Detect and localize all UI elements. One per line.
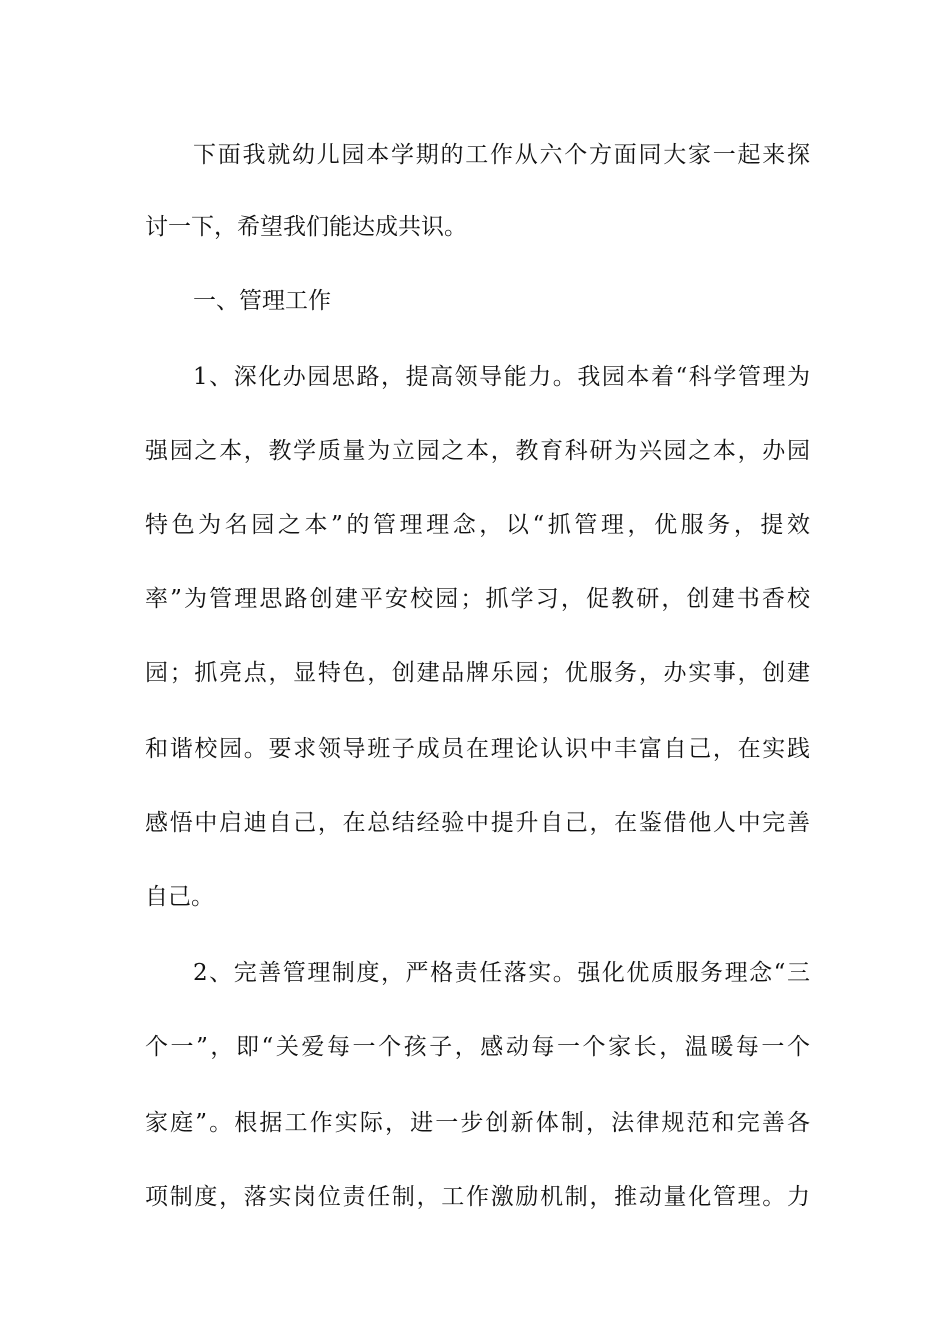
section-heading-management: 一、管理工作 xyxy=(193,288,331,314)
paragraph-2-line-2: 个一”，即“关爱每一个孩子，感动每一个家长，温暖每一个 xyxy=(145,1034,810,1060)
paragraph-1-line-2: 强园之本，教学质量为立园之本，教育科研为兴园之本，办园 xyxy=(145,438,810,464)
paragraph-1-line-8: 自己。 xyxy=(145,884,214,910)
paragraph-1-line-5: 园；抓亮点，显特色，创建品牌乐园；优服务，办实事，创建 xyxy=(145,660,810,686)
paragraph-1-line-6: 和谐校园。要求领导班子成员在理论认识中丰富自己，在实践 xyxy=(145,736,810,762)
paragraph-1-line-1: 1、深化办园思路，提高领导能力。我园本着“科学管理为 xyxy=(193,364,810,390)
paragraph-1-line-7: 感悟中启迪自己，在总结经验中提升自己，在鉴借他人中完善 xyxy=(145,810,810,836)
paragraph-1-line-3: 特色为名园之本”的管理理念，以“抓管理，优服务，提效 xyxy=(145,512,810,538)
paragraph-intro-line-2: 讨一下，希望我们能达成共识。 xyxy=(145,214,467,240)
paragraph-2-line-1: 2、完善管理制度，严格责任落实。强化优质服务理念“三 xyxy=(193,960,810,986)
paragraph-2-line-4: 项制度，落实岗位责任制，工作激励机制，推动量化管理。力 xyxy=(145,1184,810,1210)
paragraph-1-line-4: 率”为管理思路创建平安校园；抓学习，促教研，创建书香校 xyxy=(145,586,810,612)
paragraph-intro-line-1: 下面我就幼儿园本学期的工作从六个方面同大家一起来探 xyxy=(193,142,810,168)
paragraph-2-line-3: 家庭”。根据工作实际，进一步创新体制，法律规范和完善各 xyxy=(145,1110,810,1136)
